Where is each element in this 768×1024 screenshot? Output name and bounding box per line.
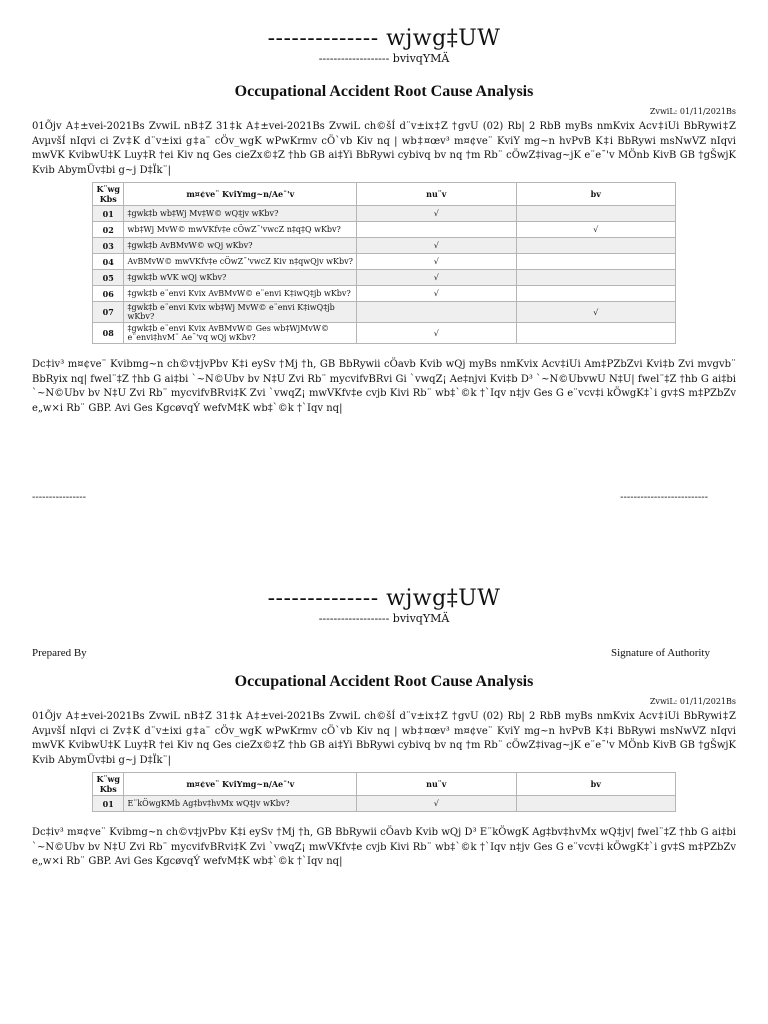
cell-cause: ‡gwk‡b AvBMvW© wQj wKbv? — [124, 238, 357, 254]
intro-paragraph: 01Õjv A‡±vei-2021Bs ZvwiL nB‡Z 31‡k A‡±vei-2021Bs ZvwiL ch©šÍ d¨v±ix‡Z †gvU (02) Rb| 2 RbB myBs nmKvix Acv‡iUi BbRywi‡Z AvµvšÍ nIqvi ci Zv‡K d¨v±ixi g‡a¨ cÖv_wgK wPwKrmv cÖ`vb Kiv nq | wb‡¤œv³ m¤¢ve¨ KviY mg~n hvPvB K‡i BbRywi msNwVZ nIqvi mwVK KvibwU‡K Luy‡R †ei Kiv nq Ges cieZx©‡Z †hb GB ai‡Yi BbRywi cybivq bv nq †m Rb¨ cÖwZ‡ivag~jK e¨e¯'v MÖnb KivB GB †gŠwjK Kvib AbymÜv‡bi g~j D‡Ïk¨| — [32, 711, 736, 766]
document-title: Occupational Accident Root Cause Analysis — [234, 83, 534, 100]
cell-serial: 03 — [93, 238, 124, 254]
cell-no — [516, 238, 675, 254]
cell-no — [516, 323, 675, 344]
col-header-cause: m¤¢ve¨ KviYmg~n/Ae¯'v — [124, 183, 357, 206]
col-header-serial: K¨wg Kbs — [93, 773, 124, 796]
cell-no — [516, 286, 675, 302]
document-title: Occupational Accident Root Cause Analysis — [234, 673, 534, 690]
cell-cause: AvBMvW© mwVKfv‡e cÖwZ¯'vwcZ Kiv n‡qwQjv wKbv? — [124, 254, 357, 270]
table-row — [93, 323, 676, 344]
signature-line-right: -------------------------- — [620, 492, 708, 503]
cell-no — [516, 254, 675, 270]
cell-serial: 05 — [93, 270, 124, 286]
cell-yes: √ — [357, 286, 516, 302]
signature-of-authority-label: Signature of Authority — [611, 647, 710, 659]
report-date: ZvwiL: 01/11/2021Bs — [649, 697, 736, 706]
organization-location: ------------------- bvivqYMÄ — [318, 612, 450, 625]
organization-name: -------------- wjwg‡UW — [267, 26, 501, 51]
cause-checklist-table — [92, 772, 676, 812]
table-row — [93, 206, 676, 222]
col-header-serial: K¨wg Kbs — [93, 183, 124, 206]
organization-name: -------------- wjwg‡UW — [267, 586, 501, 611]
intro-paragraph: 01Õjv A‡±vei-2021Bs ZvwiL nB‡Z 31‡k A‡±vei-2021Bs ZvwiL ch©šÍ d¨v±ix‡Z †gvU (02) Rb| 2 RbB myBs nmKvix Acv‡iUi BbRywi‡Z AvµvšÍ nIqvi ci Zv‡K d¨v±ixi g‡a¨ cÖv_wgK wPwKrmv cÖ`vb Kiv nq | wb‡¤œv³ m¤¢ve¨ KviY mg~n hvPvB K‡i BbRywi msNwVZ nIqvi mwVK KvibwU‡K Luy‡R †ei Kiv nq Ges cieZx©‡Z †hb GB ai‡Yi BbRywi cybivq bv nq †m Rb¨ cÖwZ‡ivag~jK e¨e¯'v MÖnb KivB GB †gŠwjK Kvib AbymÜv‡bi g~j D‡Ïk¨| — [32, 121, 736, 176]
cell-yes: √ — [357, 270, 516, 286]
cause-checklist-table — [92, 182, 676, 344]
cell-serial: 02 — [93, 222, 124, 238]
cell-cause: ‡gwk‡b wVK wQj wKbv? — [124, 270, 357, 286]
conclusion-paragraph: Dc‡iv³ m¤¢ve¨ Kvibmg~n ch©v‡jvPbv K‡i eySv †Mj †h, GB BbRywii cÖavb Kvib wQj D³ E¨kÖwgK Ag‡bv‡hvMx wQ‡jv| fwel¨‡Z †hb G ai‡bi `~N©Ubv bv N‡U Zvi Rb¨ mycvifvBRvi‡K Zvi `vwqZ¡ mwVKfv‡e cvjb Kivi Rb¨ wb‡`©k †`Iqv n‡jv Ges G e¨vcv‡i kÖwgK‡`i gv‡S m‡PZbZv e„w×i Rb¨ GBP. Avi Ges KgcøvqÝ wefvM‡K wb‡`©k †`Iqv nq| — [32, 827, 736, 867]
table-header-row — [93, 183, 676, 206]
col-header-yes: nu¨v — [357, 773, 516, 796]
table-row — [93, 254, 676, 270]
report-date: ZvwiL: 01/11/2021Bs — [649, 107, 736, 116]
signature-lines — [0, 492, 768, 512]
table-row — [93, 270, 676, 286]
cell-no: √ — [516, 302, 675, 323]
col-header-no: bv — [516, 183, 675, 206]
cell-no — [516, 796, 675, 812]
cell-serial: 06 — [93, 286, 124, 302]
organization-location: ------------------- bvivqYMÄ — [318, 52, 450, 65]
col-header-yes: nu¨v — [357, 183, 516, 206]
table-header-row — [93, 773, 676, 796]
cell-yes: √ — [357, 796, 516, 812]
cell-no — [516, 206, 675, 222]
conclusion-paragraph: Dc‡iv³ m¤¢ve¨ Kvibmg~n ch©v‡jvPbv K‡i eySv †Mj †h, GB BbRywii cÖavb Kvib wQj myBs nmKvix Acv‡iUi Am‡PZbZvi Kvi‡b Zvi mvgvb¨ BbRyix nq| fwel¨‡Z †hb G ai‡bi `~N©Ubv bv N‡U Zvi Rb¨ mycvifvBRvi Gi `vwqZ¡ Ae‡njvi Kvi‡b D³ `~N©UbvwU N‡U| fwel¨‡Z †hb G ai‡bi `~N©Ubv bv N‡U Zvi Rb¨ mycvifvBRvi‡K Zvi `vwqZ¡ mwVKfv‡e cvjb Kivi Rb¨ wb‡`©k †`Iqv n‡jv Ges G e¨vcv‡i kÖwgK‡`i gv‡S m‡PZbZv e„w×i Rb¨ GBP. Avi Ges KgcøvqÝ wefvM‡K wb‡`©k †`Iqv nq| — [32, 359, 736, 414]
col-header-cause: m¤¢ve¨ KviYmg~n/Ae¯'v — [124, 773, 357, 796]
cell-cause: ‡gwk‡b e¨envi Kvix wb‡Wj MvW© e¨envi K‡iwQ‡jb wKbv? — [124, 302, 357, 323]
cell-no — [516, 270, 675, 286]
document-page-2 — [0, 560, 768, 870]
cell-yes — [357, 222, 516, 238]
cell-yes: √ — [357, 206, 516, 222]
cell-yes: √ — [357, 323, 516, 344]
cell-serial: 01 — [93, 206, 124, 222]
cell-yes: √ — [357, 254, 516, 270]
table-row — [93, 796, 676, 812]
cell-cause: wb‡Wj MvW© mwVKfv‡e cÖwZ¯'vwcZ n‡q‡Q wKbv? — [124, 222, 357, 238]
cell-cause: E¨kÖwgKMb Ag‡bv‡hvMx wQ‡jv wKbv? — [124, 796, 357, 812]
cell-cause: ‡gwk‡b e¨envi Kvix AvBMvW© Ges wb‡WjMvW© e¨envi‡hvM¨ Ae¯'vq wQj wKbv? — [124, 323, 357, 344]
table-row — [93, 222, 676, 238]
signature-line-left: ---------------- — [32, 492, 87, 503]
cell-serial: 04 — [93, 254, 124, 270]
table-row — [93, 238, 676, 254]
col-header-no: bv — [516, 773, 675, 796]
table-row — [93, 286, 676, 302]
cell-serial: 07 — [93, 302, 124, 323]
cell-serial: 01 — [93, 796, 124, 812]
signature-labels — [0, 647, 768, 663]
cell-no: √ — [516, 222, 675, 238]
prepared-by-label: Prepared By — [32, 647, 87, 659]
cell-yes — [357, 302, 516, 323]
table-row — [93, 302, 676, 323]
cell-cause: ‡gwk‡b wb‡Wj Mv‡W© wQ‡jv wKbv? — [124, 206, 357, 222]
cell-yes: √ — [357, 238, 516, 254]
cell-serial: 08 — [93, 323, 124, 344]
cell-cause: ‡gwk‡b e¨envi Kvix AvBMvW© e¨envi K‡iwQ‡jb wKbv? — [124, 286, 357, 302]
